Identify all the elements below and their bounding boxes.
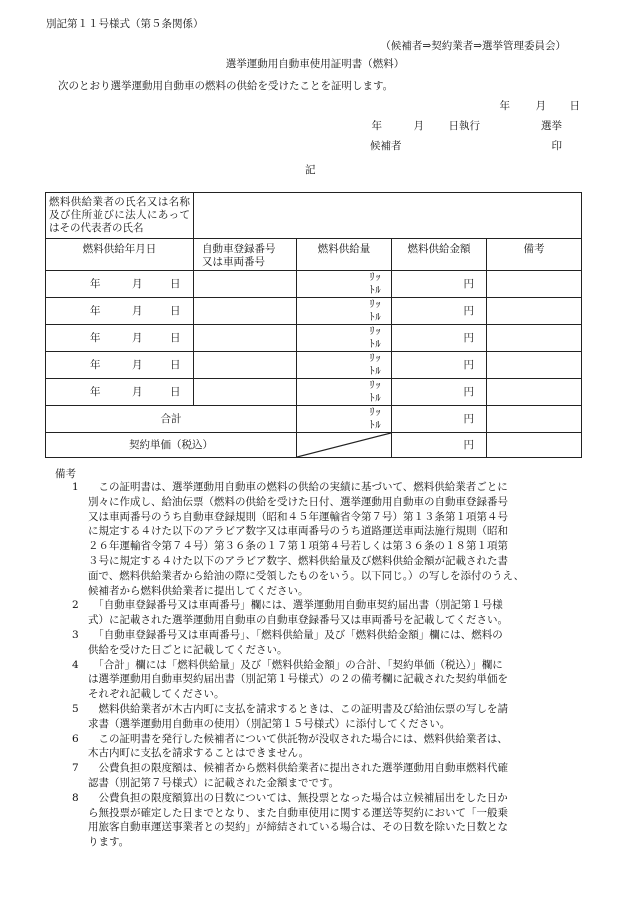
- header-quantity: 燃料供給量: [297, 239, 392, 271]
- amount-yen[interactable]: 円: [392, 298, 487, 325]
- note-item: [72, 628, 572, 658]
- registration-number[interactable]: [194, 325, 297, 352]
- note-number: 4: [72, 658, 79, 671]
- note-text: 燃料供給業者が木古内町に支払を請求するときは、この証明書及び給油伝票の写しを請 求書（選挙運動用自動車の使用）（別記第１５号様式）に添付してください。: [88, 702, 508, 730]
- note-number: 7: [72, 762, 79, 775]
- header-amount: 燃料供給金額: [392, 239, 487, 271]
- note-text: 「自動車登録番号又は車両番号」、「燃料供給量」及び「燃料供給金額」欄には、燃料の 供給を受けた日ごとに記載してください。: [88, 628, 503, 656]
- submission-route: （候補者⇒契約業者⇒選挙管理委員会）: [380, 40, 566, 52]
- note-text: 公費負担の限度額算出の日数については、無投票となった場合は立候補届出をした日か ら無投票が確定した日までとなり、また自動車使用に関する運送等契約において「一般乗 用旅客自動車運送事業者との契約」が締結されている場合は、その日数を除いた日数とな ります。: [88, 791, 508, 849]
- supply-date[interactable]: 年 月 日: [46, 379, 194, 406]
- form-id: 別記第１１号様式（第５条関係）: [46, 18, 204, 30]
- total-amount-yen[interactable]: 円: [392, 406, 487, 433]
- ki-marker: 記: [305, 164, 316, 176]
- amount-yen[interactable]: 円: [392, 271, 487, 298]
- remarks-cell[interactable]: [487, 271, 582, 298]
- issue-year: 年: [499, 100, 510, 112]
- contract-row: [46, 433, 582, 458]
- contract-price-yen[interactable]: 円: [392, 433, 487, 458]
- note-item: [72, 761, 572, 791]
- note-item: [72, 598, 572, 628]
- liter-unit[interactable]: ﾘｯ ﾄﾙ: [297, 325, 392, 352]
- remarks-cell[interactable]: [487, 379, 582, 406]
- note-number: 1: [72, 481, 79, 493]
- liter-unit[interactable]: ﾘｯ ﾄﾙ: [297, 352, 392, 379]
- issue-day: 日: [569, 100, 580, 112]
- diagonal-slash-cell: [297, 433, 392, 458]
- total-row: [46, 406, 582, 433]
- table-row: [46, 379, 582, 406]
- note-item: [72, 480, 572, 598]
- remarks-cell[interactable]: [487, 325, 582, 352]
- liter-unit[interactable]: ﾘｯ ﾄﾙ: [297, 298, 392, 325]
- supplier-label: 燃料供給業者の氏名又は名称及び住所並びに法人にあってはその代表者の氏名: [46, 193, 194, 239]
- note-number: 6: [72, 732, 79, 745]
- fuel-supply-table: [45, 192, 582, 458]
- note-number: 8: [72, 791, 79, 804]
- liter-unit[interactable]: ﾘｯ ﾄﾙ: [297, 271, 392, 298]
- registration-number[interactable]: [194, 379, 297, 406]
- remarks-cell[interactable]: [487, 298, 582, 325]
- amount-yen[interactable]: 円: [392, 325, 487, 352]
- notes-title: 備考: [55, 468, 76, 480]
- table-row: [46, 298, 582, 325]
- note-text: この証明書は、選挙運動用自動車の燃料の供給の実績に基づいて、燃料供給業者ごとに 別々に作成し、給油伝票（燃料の供給を受けた日付、選挙運動用自動車の自動車登録番号 又は車両番号のうち自動車登録規則（昭和４５年運輸省令第７号）第１３条第１項第４号 に規定する４けた以下のアラビア数字又は車両番号のうち道路運送車両法施行規則（昭和 ２６年運輸省令第７４号）第３６条の１７第１項第４号若しくは第３６条の１８第１項第 ３号に規定する４けた以下のアラビア数字、燃料供給量及び燃料供給金額が記載された書 面で、燃料供給業者から給油の際に受領したものをいう。以下同じ。）の写しを添付のうえ、 候補者から燃料供給業者に提出してください。: [88, 481, 525, 597]
- note-item: [72, 658, 572, 702]
- contract-remarks[interactable]: [487, 433, 582, 458]
- document-title: 選挙運動用自動車使用証明書（燃料）: [225, 58, 405, 70]
- note-number: 2: [72, 599, 79, 612]
- note-text: 「自動車登録番号又は車両番号」欄には、選挙運動用自動車契約届出書（別記第１号様 式）に記載された選挙運動用自動車の自動車登録番号又は車両番号を記載してください。: [88, 599, 508, 627]
- election-year: 年: [371, 120, 382, 132]
- note-text: 「合計」欄には「燃料供給量」及び「燃料供給金額」の合計、「契約単価（税込）」欄に は選挙運動用自動車契約届出書（別記第１号様式）の２の備考欄に記載された契約単価を それぞれ記載してください。: [88, 658, 508, 701]
- issue-date: [474, 98, 580, 113]
- table-row: [46, 325, 582, 352]
- registration-number[interactable]: [194, 298, 297, 325]
- supply-date[interactable]: 年 月 日: [46, 325, 194, 352]
- header-date: 燃料供給年月日: [46, 239, 194, 271]
- registration-number[interactable]: [194, 271, 297, 298]
- diagonal-line: [297, 433, 391, 457]
- note-item: [72, 702, 572, 732]
- issue-month: 月: [535, 100, 546, 112]
- remarks-cell[interactable]: [487, 352, 582, 379]
- note-number: 5: [72, 702, 79, 715]
- note-text: この証明書を発行した候補者について供託物が没収された場合には、燃料供給業者は、 木古内町に支払を請求することはできません。: [88, 732, 508, 760]
- election-month: 月: [413, 120, 424, 132]
- supplier-value[interactable]: [194, 193, 582, 239]
- candidate-line: [370, 138, 562, 153]
- contract-price-label: 契約単価（税込）: [46, 433, 297, 458]
- seal-mark: 印: [551, 140, 562, 152]
- candidate-label: 候補者: [370, 140, 402, 152]
- election-date: [370, 118, 562, 133]
- table-row: [46, 271, 582, 298]
- header-registration: 自動車登録番号 又は車両番号: [194, 239, 297, 271]
- supply-date[interactable]: 年 月 日: [46, 352, 194, 379]
- header-remarks: 備考: [487, 239, 582, 271]
- total-liter-unit[interactable]: ﾘｯ ﾄﾙ: [297, 406, 392, 433]
- note-item: [72, 791, 572, 850]
- total-label: 合計: [46, 406, 297, 433]
- amount-yen[interactable]: 円: [392, 379, 487, 406]
- total-remarks[interactable]: [487, 406, 582, 433]
- note-text: 公費負担の限度額は、候補者から燃料供給業者に提出された選挙運動用自動車燃料代確 認書（別記第７号様式）に記載された金額までです。: [88, 762, 508, 789]
- supply-date[interactable]: 年 月 日: [46, 298, 194, 325]
- intro-text: 次のとおり選挙運動用自動車の燃料の供給を受けたことを証明します。: [58, 80, 394, 92]
- amount-yen[interactable]: 円: [392, 352, 487, 379]
- election-name: 選挙: [541, 120, 562, 132]
- note-item: [72, 732, 572, 762]
- liter-unit[interactable]: ﾘｯ ﾄﾙ: [297, 379, 392, 406]
- note-number: 3: [72, 628, 79, 641]
- supply-date[interactable]: 年 月 日: [46, 271, 194, 298]
- table-row: [46, 352, 582, 379]
- notes-list: [72, 480, 572, 850]
- registration-number[interactable]: [194, 352, 297, 379]
- election-held: 日執行: [448, 120, 480, 132]
